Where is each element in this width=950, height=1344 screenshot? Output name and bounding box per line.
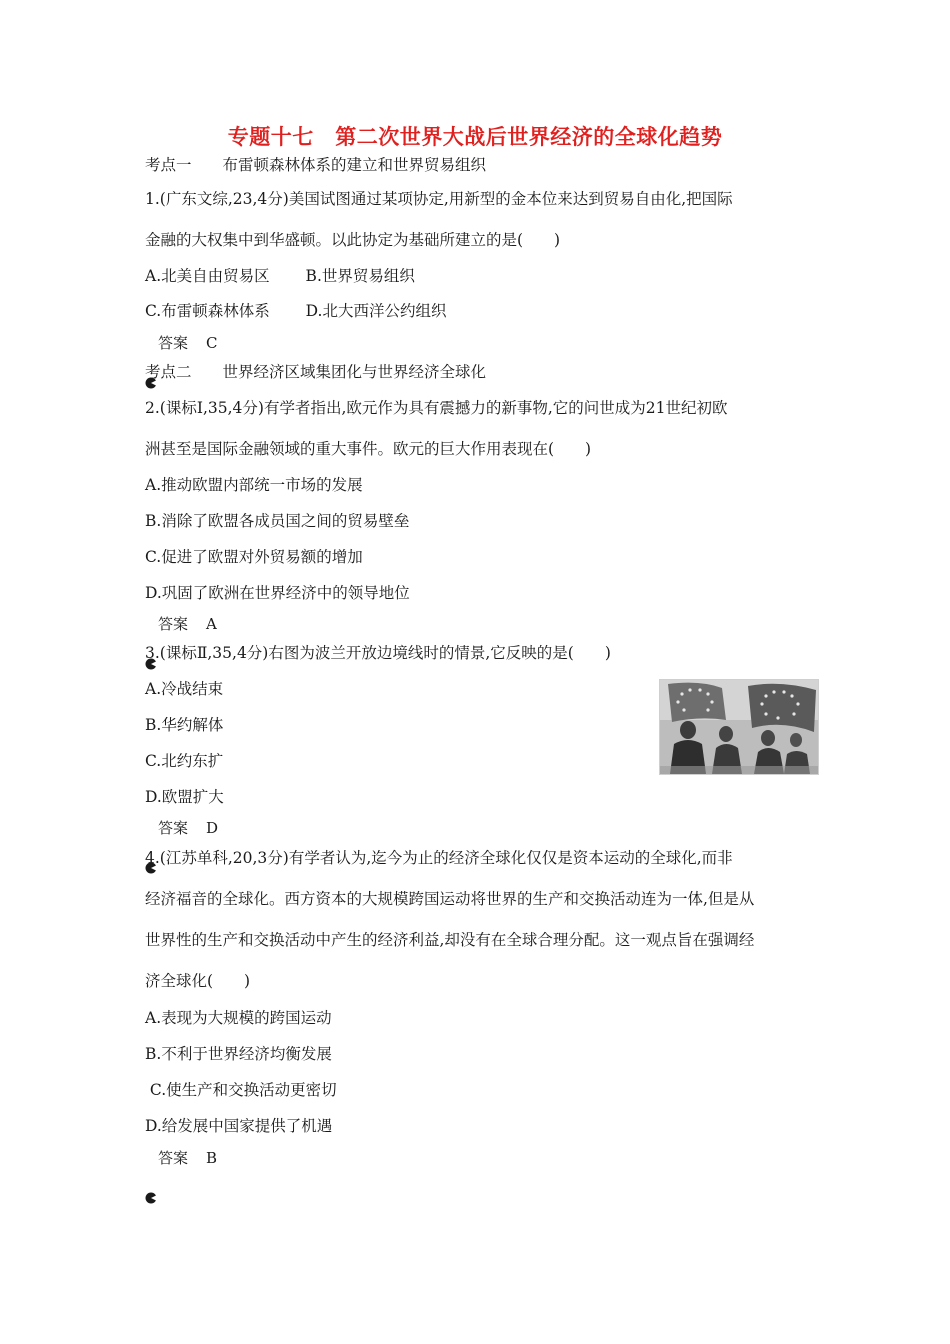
answer-label: 答案 (158, 1149, 189, 1167)
answer-value: C (206, 334, 218, 352)
q3-option-d: D.欧盟扩大 (145, 788, 224, 806)
q1-answer (145, 333, 218, 353)
answer-label: 答案 (158, 819, 189, 837)
q1-stem-line-1: 1.(广东文综,23,4分)美国试图通过某项协定,用新型的金本位来达到贸易自由化,把国际 (145, 190, 733, 208)
q4-option-c: C.使生产和交换活动更密切 (145, 1081, 337, 1099)
answer-label: 答案 (158, 334, 189, 352)
border-photo-image (659, 679, 819, 775)
answer-value: D (206, 819, 219, 837)
q2-answer (145, 614, 217, 634)
section-heading-1: 考点一 布雷顿森林体系的建立和世界贸易组织 (145, 156, 487, 174)
q4-stem-line-4: 济全球化( ) (145, 972, 251, 990)
q4-stem-line-1: 4.(江苏单科,20,3分)有学者认为,迄今为止的经济全球化仅仅是资本运动的全球化,而非 (145, 849, 733, 867)
q2-option-a: A.推动欧盟内部统一市场的发展 (145, 476, 363, 494)
q2-option-c: C.促进了欧盟对外贸易额的增加 (145, 548, 363, 566)
q4-answer (145, 1148, 217, 1168)
q3-option-a: A.冷战结束 (145, 680, 224, 698)
q1-stem-line-2: 金融的大权集中到华盛顿。以此协定为基础所建立的是( ) (145, 231, 561, 249)
answer-marker-icon (145, 618, 157, 630)
answer-marker-icon (145, 1152, 157, 1164)
answer-marker-icon (145, 337, 157, 349)
q3-stem-line-1: 3.(课标Ⅱ,35,4分)右图为波兰开放边境线时的情景,它反映的是( ) (145, 644, 611, 662)
page-title: 专题十七 第二次世界大战后世界经济的全球化趋势 (227, 125, 723, 149)
q3-answer (145, 818, 218, 838)
answer-value: B (206, 1149, 218, 1167)
q4-option-d: D.给发展中国家提供了机遇 (145, 1117, 333, 1135)
q3-option-c: C.北约东扩 (145, 752, 224, 770)
q1-options-row-1: A.北美自由贸易区 B.世界贸易组织 (145, 267, 415, 285)
q3-option-b: B.华约解体 (145, 716, 224, 734)
q4-option-a: A.表现为大规模的跨国运动 (145, 1009, 332, 1027)
section-heading-2: 考点二 世界经济区域集团化与世界经济全球化 (145, 363, 487, 381)
q2-option-d: D.巩固了欧洲在世界经济中的领导地位 (145, 584, 410, 602)
answer-label: 答案 (158, 615, 189, 633)
q1-options-row-2: C.布雷顿森林体系 D.北大西洋公约组织 (145, 302, 447, 320)
q2-stem-line-2: 洲甚至是国际金融领域的重大事件。欧元的巨大作用表现在( ) (145, 440, 592, 458)
answer-value: A (206, 615, 217, 633)
q4-stem-line-2: 经济福音的全球化。西方资本的大规模跨国运动将世界的生产和交换活动连为一体,但是从 (145, 890, 755, 908)
q2-option-b: B.消除了欧盟各成员国之间的贸易壁垒 (145, 512, 410, 530)
q4-stem-line-3: 世界性的生产和交换活动中产生的经济利益,却没有在全球合理分配。这一观点旨在强调经 (145, 931, 755, 949)
q4-option-b: B.不利于世界经济均衡发展 (145, 1045, 332, 1063)
answer-marker-icon (145, 822, 157, 834)
q2-stem-line-1: 2.(课标Ⅰ,35,4分)有学者指出,欧元作为具有震撼力的新事物,它的问世成为21世纪初欧 (145, 399, 728, 417)
